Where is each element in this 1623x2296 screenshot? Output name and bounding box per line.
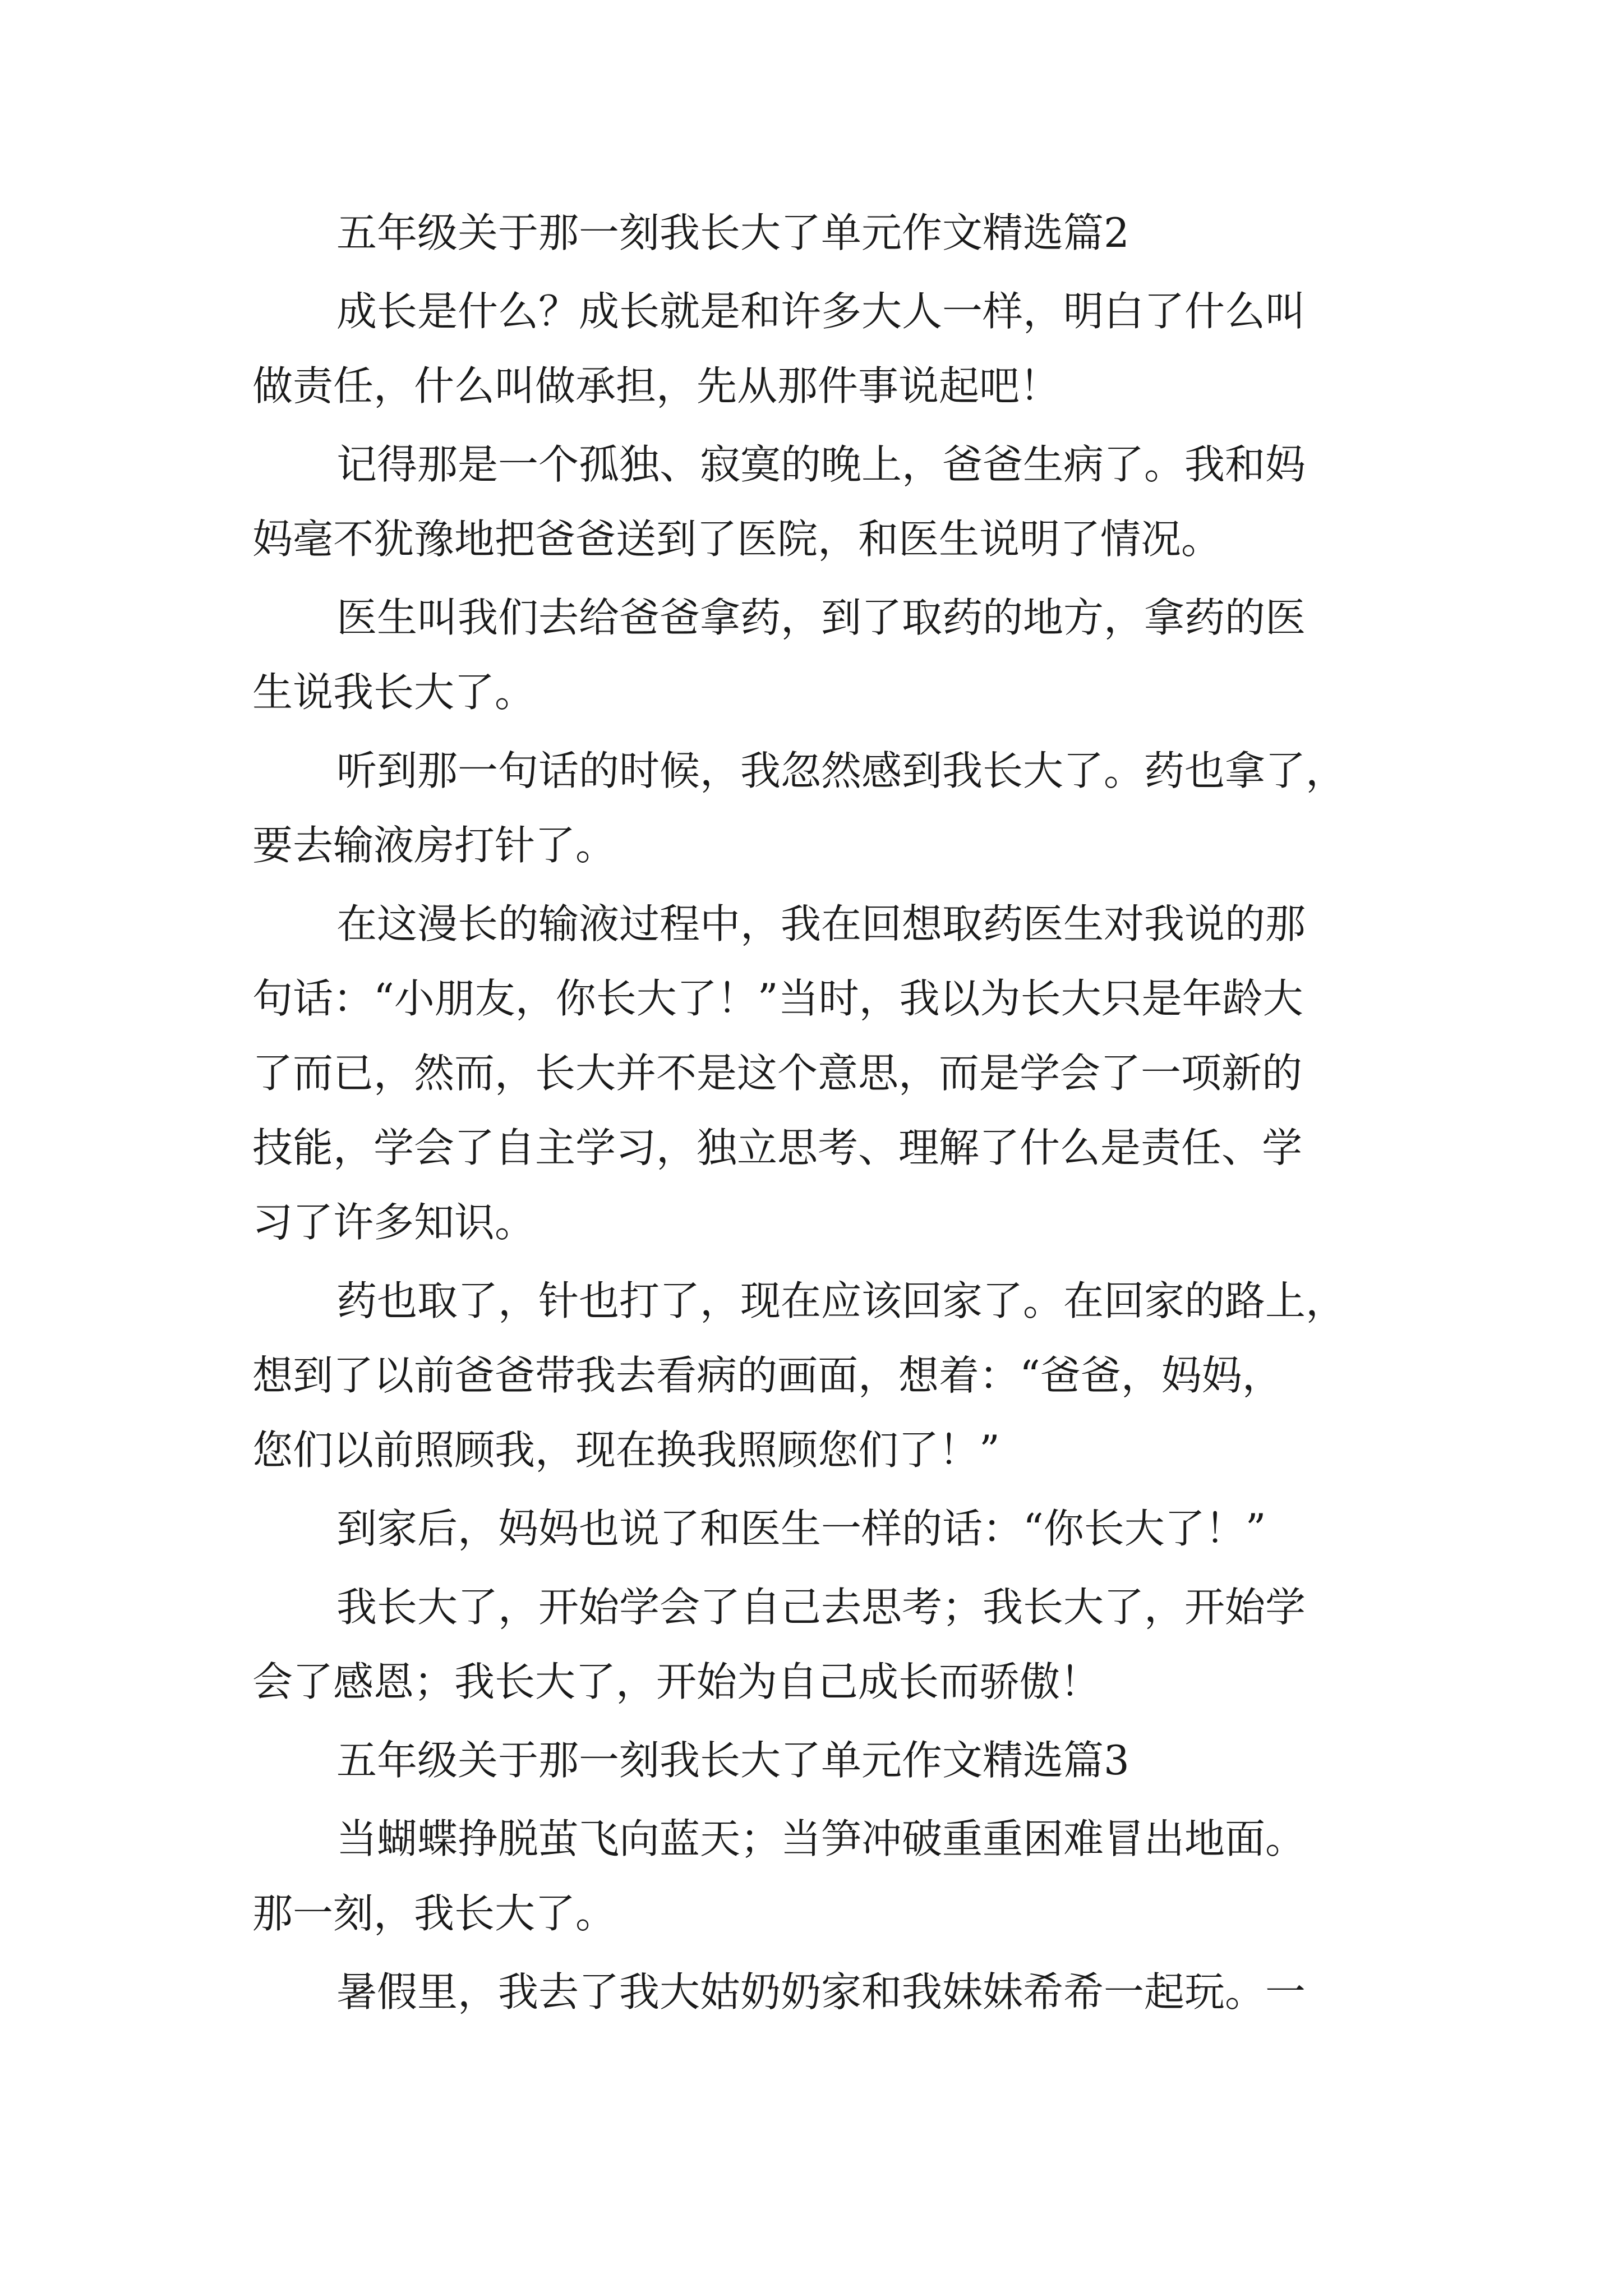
paragraph-line: 我长大了，开始学会了自己去思考；我长大了，开始学 (336, 1584, 1306, 1631)
paragraph-line: 生说我长大了。 (252, 669, 536, 716)
paragraph-line: 那一刻，我长大了。 (252, 1890, 616, 1937)
paragraph-line: 医生叫我们去给爸爸拿药，到了取药的地方，拿药的医 (336, 594, 1306, 641)
paragraph-line: 记得那是一个孤独、寂寞的晚上，爸爸生病了。我和妈 (336, 441, 1306, 488)
paragraph-line: 习了许多知识。 (252, 1199, 536, 1246)
paragraph-line: 妈毫不犹豫地把爸爸送到了医院，和医生说明了情况。 (252, 516, 1222, 563)
paragraph-line: 暑假里，我去了我大姑奶奶家和我妹妹希希一起玩。一 (336, 1968, 1306, 2016)
paragraph-line: 在这漫长的输液过程中，我在回想取药医生对我说的那 (336, 900, 1306, 947)
paragraph-line: 当蝴蝶挣脱茧飞向蓝天；当笋冲破重重困难冒出地面。 (336, 1815, 1306, 1862)
section-heading: 五年级关于那一刻我长大了单元作文精选篇3 (336, 1737, 1129, 1784)
paragraph-line: 句话：“小朋友，你长大了！”当时，我以为长大只是年龄大 (252, 975, 1303, 1022)
paragraph-line: 成长是什么？成长就是和许多大人一样，明白了什么叫 (336, 288, 1306, 335)
section-heading: 五年级关于那一刻我长大了单元作文精选篇2 (336, 209, 1129, 256)
paragraph-line: 了而已，然而，长大并不是这个意思，而是学会了一项新的 (252, 1050, 1303, 1097)
paragraph-line: 到家后，妈妈也说了和医生一样的话：“你长大了！” (336, 1505, 1266, 1552)
paragraph-line: 听到那一句话的时候，我忽然感到我长大了。药也拿了， (336, 747, 1347, 794)
paragraph-line: 药也取了，针也打了，现在应该回家了。在回家的路上， (336, 1277, 1347, 1324)
paragraph-line: 技能，学会了自主学习，独立思考、理解了什么是责任、学 (252, 1124, 1303, 1171)
paragraph-line: 会了感恩；我长大了，开始为自己成长而骄傲！ (252, 1658, 1101, 1705)
paragraph-line: 要去输液房打针了。 (252, 822, 616, 869)
paragraph-line: 做责任，什么叫做承担，先从那件事说起吧！ (252, 362, 1061, 409)
paragraph-line: 您们以前照顾我，现在换我照顾您们了！” (252, 1427, 1000, 1474)
paragraph-line: 想到了以前爸爸带我去看病的画面，想着：“爸爸，妈妈， (252, 1352, 1283, 1399)
